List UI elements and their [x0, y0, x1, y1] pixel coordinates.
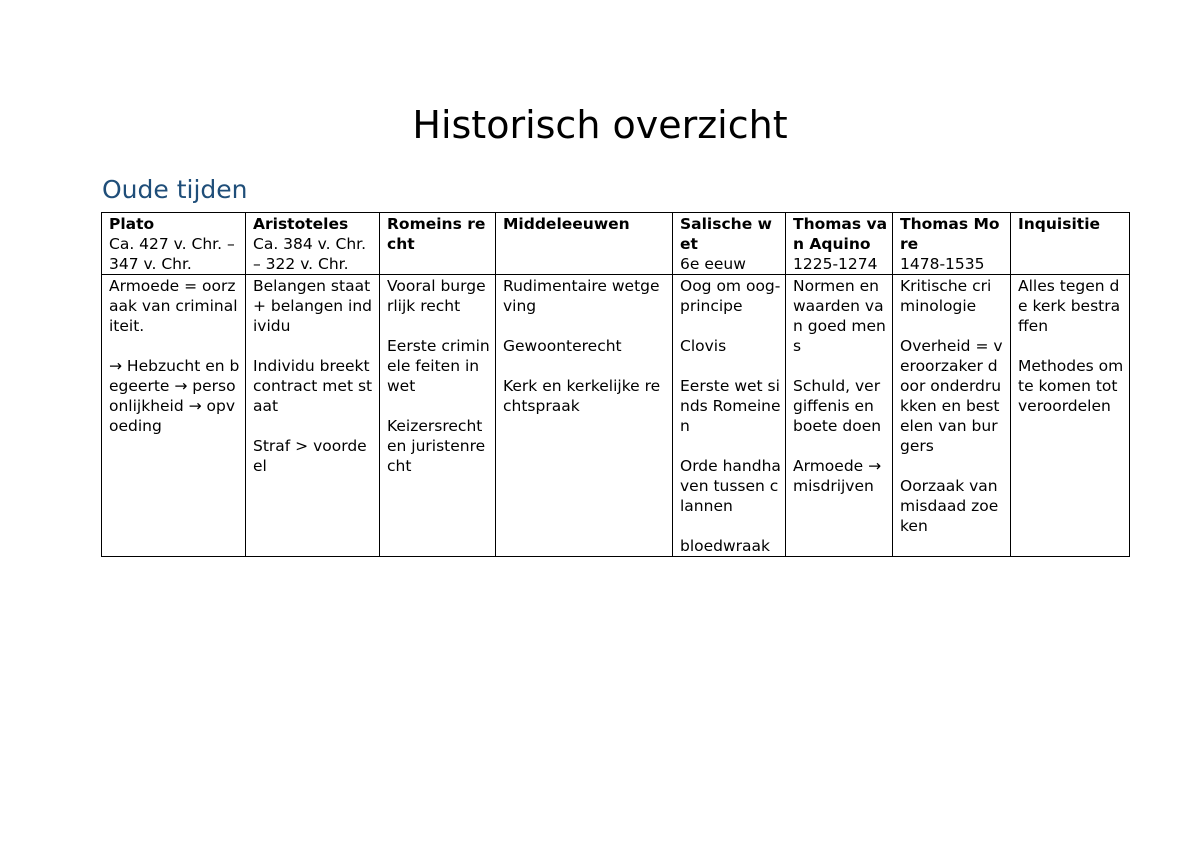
column-name: Aristoteles — [253, 215, 349, 233]
content-cell-thomas-van-aquino — [786, 275, 893, 557]
column-name: Middeleeuwen — [503, 215, 630, 233]
content-paragraph: Clovis — [680, 337, 727, 355]
section-heading: Oude tijden — [102, 175, 248, 204]
content-paragraph: Vooral burgerlijk recht — [387, 277, 486, 315]
header-cell-romeins-recht — [380, 213, 496, 275]
content-paragraph: Alles tegen de kerk bestraffen — [1018, 277, 1121, 335]
column-name: Thomas More — [900, 215, 1000, 253]
header-cell-middeleeuwen — [496, 213, 673, 275]
content-paragraph: → Hebzucht en begeerte → persoonlijkheid → opvoeding — [109, 357, 240, 435]
content-paragraph: Kerk en kerkelijke rechtspraak — [503, 377, 661, 415]
content-cell-aristoteles — [246, 275, 380, 557]
content-cell-middeleeuwen — [496, 275, 673, 557]
content-paragraph: Eerste criminele feiten in wet — [387, 337, 490, 395]
content-cell-romeins-recht — [380, 275, 496, 557]
column-name: Thomas van Aquino — [793, 215, 888, 253]
column-name: Salische wet — [680, 215, 772, 253]
content-paragraph: Kritische criminologie — [900, 277, 992, 315]
column-name: Romeins recht — [387, 215, 486, 253]
column-period: 6e eeuw — [680, 255, 746, 273]
header-cell-thomas-van-aquino — [786, 213, 893, 275]
content-paragraph: Normen en waarden van goed mens — [793, 277, 886, 355]
content-paragraph: Straf > voordeel — [253, 437, 367, 475]
content-row — [102, 275, 1130, 557]
content-paragraph: Rudimentaire wetgeving — [503, 277, 660, 315]
header-row — [102, 213, 1130, 275]
history-table — [101, 212, 1130, 557]
content-paragraph: Keizersrecht en juristenrecht — [387, 417, 486, 475]
content-paragraph: Eerste wet sinds Romeinen — [680, 377, 781, 435]
header-cell-thomas-more — [893, 213, 1011, 275]
content-paragraph: bloedwraak — [680, 537, 771, 555]
content-cell-inquisitie — [1011, 275, 1130, 557]
header-cell-inquisitie — [1011, 213, 1130, 275]
content-paragraph: Individu breekt contract met staat — [253, 357, 373, 415]
content-paragraph: Armoede = oorzaak van criminaliteit. — [109, 277, 238, 335]
content-cell-thomas-more — [893, 275, 1011, 557]
content-paragraph: Oorzaak van misdaad zoeken — [900, 477, 999, 535]
content-paragraph: Orde handhaven tussen clannen — [680, 457, 781, 515]
content-paragraph: Methodes om te komen tot veroordelen — [1018, 357, 1124, 415]
content-paragraph: Schuld, vergiffenis en boete doen — [793, 377, 882, 435]
content-paragraph: Overheid = veroorzaker door onderdrukken en bestelen van burgers — [900, 337, 1003, 455]
content-paragraph: Oog om oog-principe — [680, 277, 781, 315]
header-cell-aristoteles — [246, 213, 380, 275]
column-period: 1478-1535 — [900, 255, 985, 273]
content-cell-plato — [102, 275, 246, 557]
column-name: Inquisitie — [1018, 215, 1101, 233]
header-cell-salische-wet — [673, 213, 786, 275]
column-period: Ca. 427 v. Chr. – 347 v. Chr. — [109, 235, 235, 273]
content-cell-salische-wet — [673, 275, 786, 557]
content-paragraph: Belangen staat + belangen individu — [253, 277, 373, 335]
column-period: 1225-1274 — [793, 255, 878, 273]
column-name: Plato — [109, 215, 155, 233]
content-paragraph: Armoede → misdrijven — [793, 457, 882, 495]
column-period: Ca. 384 v. Chr. – 322 v. Chr. — [253, 235, 367, 273]
header-cell-plato — [102, 213, 246, 275]
content-paragraph: Gewoonterecht — [503, 337, 622, 355]
page-title: Historisch overzicht — [412, 103, 788, 147]
